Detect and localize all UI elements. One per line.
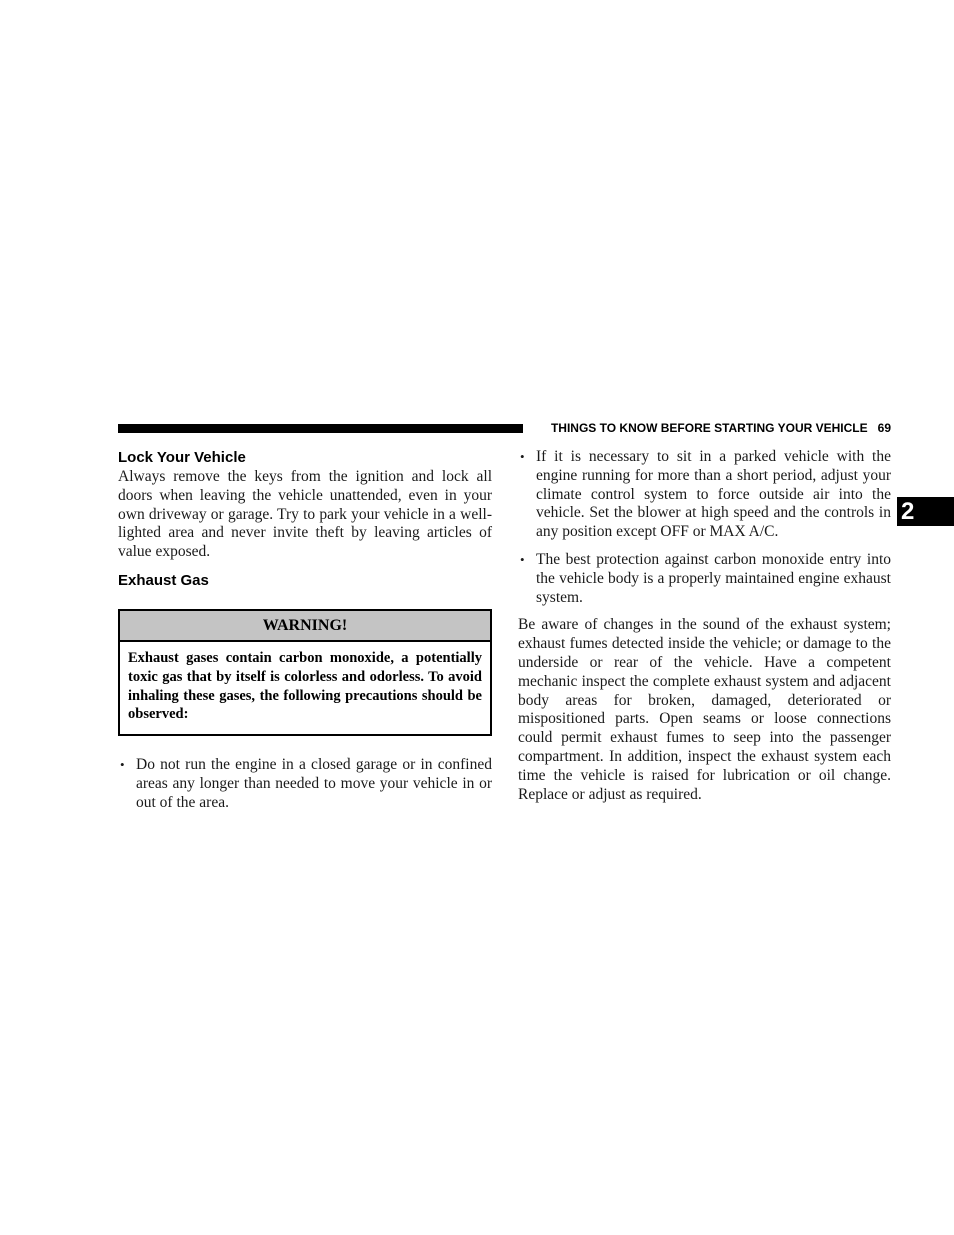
- right-column: [518, 448, 891, 804]
- running-header: [533, 420, 891, 436]
- bullet-icon: •: [520, 449, 525, 464]
- list-item-text: The best protection against carbon monoxide entry into the vehicle body is a properly maintained engine exhaust system.: [536, 550, 891, 606]
- right-bullet-list: [518, 448, 891, 607]
- list-item-text: Do not run the engine in a closed garage or in confined areas any longer than needed to move your vehicle in or out of the area.: [136, 756, 492, 811]
- lock-heading: Lock Your Vehicle: [118, 449, 246, 466]
- list-item-text: If it is necessary to sit in a parked vehicle with the engine running for more than a short period, adjust your climate control system to force outside air into the vehicle. Set the blower at high speed and the controls in any position except OFF or MAX A/C.: [536, 448, 891, 541]
- exhaust-inspection-paragraph: Be aware of changes in the sound of the exhaust system; exhaust fumes detected inside the vehicle; or damage to the underside or rear of the vehicle. Have a competent mechanic inspect the complete exhaust system and adjacent body areas for broken, damaged, deteriorated or mispositioned parts. Open seams or loose connections could permit exhaust fumes to seep into the passenger compartment. In addition, inspect the exhaust system each time the vehicle is raised for lubrication or oil change. Replace or adjust as required.: [518, 616, 891, 803]
- bullet-icon: •: [120, 757, 125, 773]
- list-item: [118, 756, 492, 812]
- warning-title: WARNING!: [120, 611, 490, 642]
- section-title: THINGS TO KNOW BEFORE STARTING YOUR VEHICLE: [550, 421, 868, 435]
- list-item: [518, 448, 891, 542]
- page-number: 69: [877, 421, 891, 435]
- header-rule: [118, 424, 523, 433]
- chapter-tab: 2: [897, 497, 954, 526]
- bullet-icon: •: [520, 551, 525, 567]
- warning-body: Exhaust gases contain carbon monoxide, a potentially toxic gas that by itself is colorless and odorless. To avoid inhaling these gases, the following precautions should be observed:: [128, 649, 482, 723]
- left-column: [118, 448, 492, 813]
- lock-paragraph: Always remove the keys from the ignition and lock all doors when leaving the vehicle unattended, even in your own driveway or garage. Try to park your vehicle in a well-lighted area and never invite theft by leaving articles of value exposed.: [118, 468, 492, 561]
- exhaust-heading: Exhaust Gas: [118, 571, 209, 589]
- warning-box: [118, 609, 492, 736]
- left-bullet-list: [118, 756, 492, 812]
- list-item: [518, 551, 891, 607]
